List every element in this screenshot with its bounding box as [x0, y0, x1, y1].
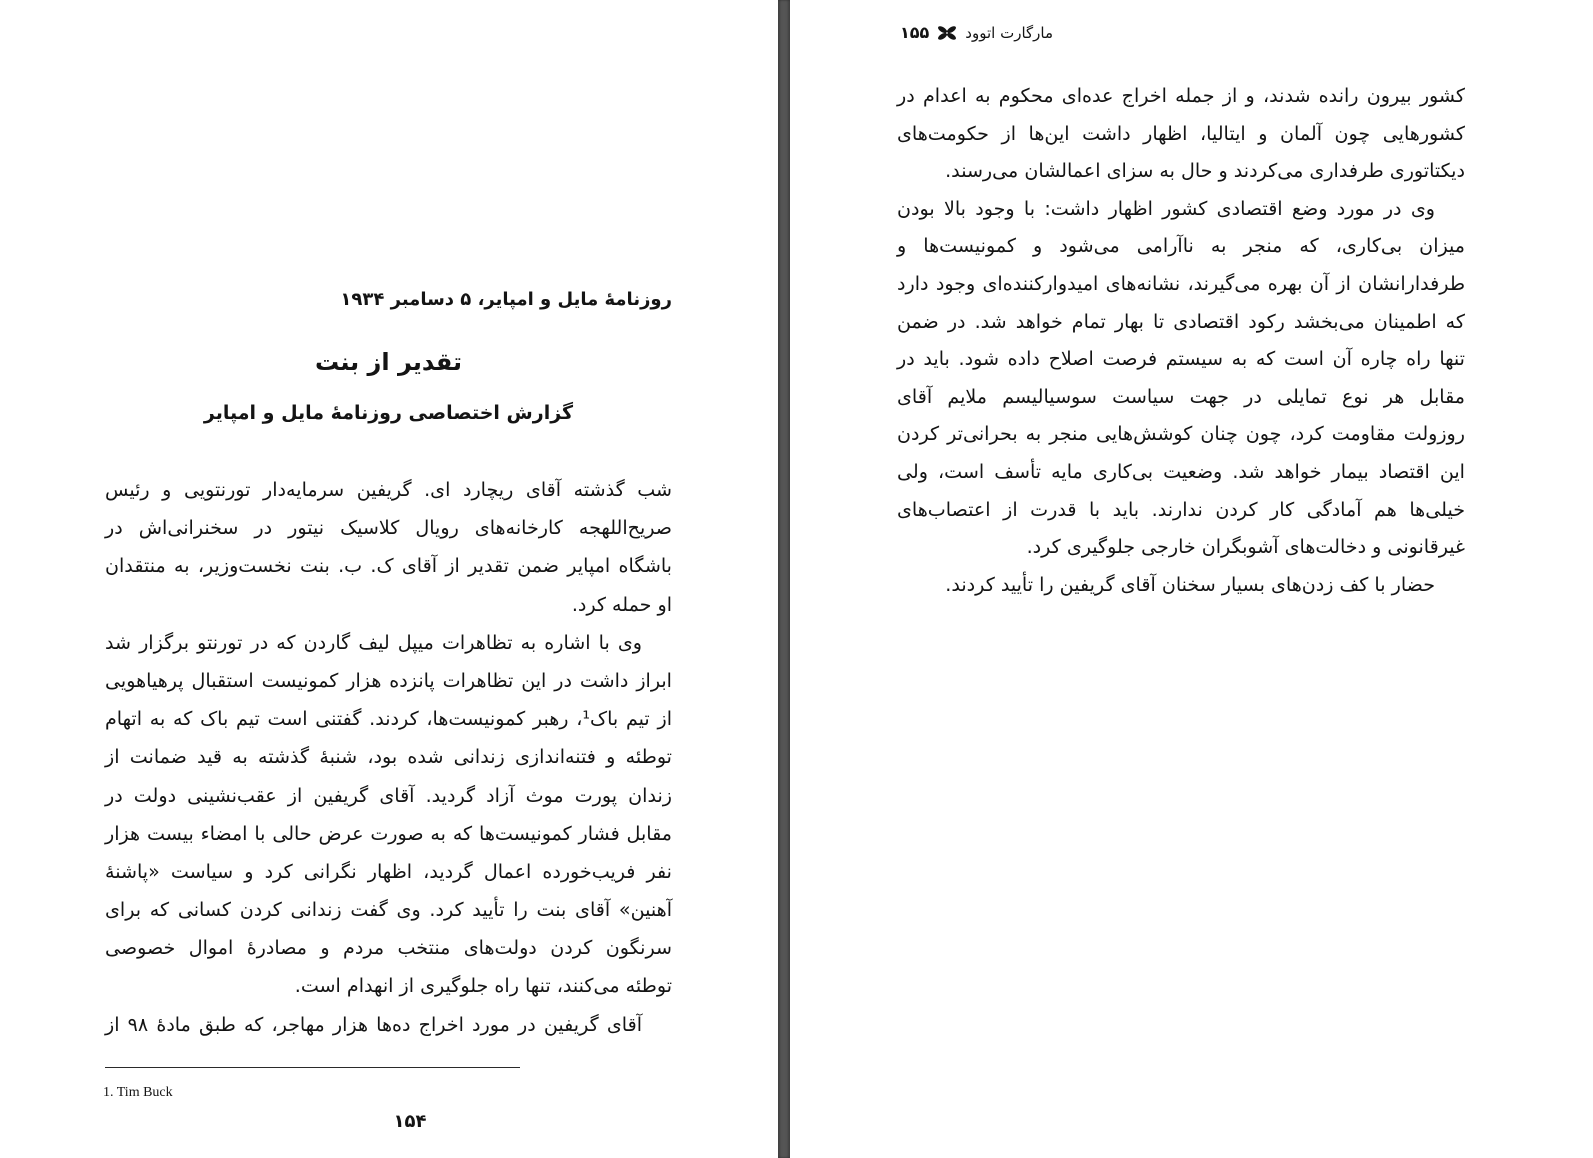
body-line-text: مقابل هر نوع تمایلی در جهت سیاست سوسیالیسم ملایم آقای — [897, 384, 1465, 408]
body-line — [105, 700, 672, 738]
body-line — [897, 453, 1465, 491]
book-spine — [778, 0, 790, 1158]
page-number: ۱۵۴ — [393, 1111, 427, 1132]
article-subtitle: گزارش اختصاصی روزنامهٔ مایل و امپایر — [203, 402, 574, 424]
body-line — [897, 227, 1465, 265]
body-line-text: دیکتاتوری طرفداری می‌کردند و حال به سزای اعمالشان می‌رسند. — [945, 159, 1465, 183]
body-line — [897, 491, 1465, 529]
continued-article-body — [897, 77, 1465, 603]
body-line-text: باشگاه امپایر ضمن تقدیر از آقای ک. ب. بنت نخست‌وزیر، به منتقدان — [105, 554, 672, 578]
body-line — [105, 509, 672, 547]
body-line-text: کشور بیرون رانده شدند، و از جمله اخراج عده‌ای محکوم به اعدام در — [897, 84, 1465, 107]
body-line — [105, 662, 672, 700]
body-line-text: روزولت مقاومت کرد، چون چنان کوشش‌هایی منجر به بحرانی‌تر کردن — [897, 422, 1465, 446]
newspaper-source-line: روزنامهٔ مایل و امپایر، ۵ دسامبر ۱۹۳۴ — [340, 289, 672, 310]
body-line-text: میزان بی‌کاری، که منجر به ناآرامی می‌شود و کمونیست‌ها و — [897, 234, 1465, 258]
body-line — [897, 340, 1465, 378]
body-line-text: نفر فریب‌خورده اعمال گردید، اظهار نگرانی کرد و سیاست «پاشنهٔ — [105, 859, 672, 883]
body-line — [105, 547, 672, 585]
body-line — [105, 586, 672, 624]
body-line-text: صریح‌اللهجه کارخانه‌های رویال کلاسیک نیتور در سخنرانی‌اش در — [105, 516, 672, 540]
body-line — [105, 853, 672, 891]
body-line-text: او حمله کرد. — [571, 592, 672, 616]
body-line-text: غیرقانونی و دخالت‌های آشوبگران خارجی جلوگیری کرد. — [1026, 535, 1465, 559]
body-line — [105, 891, 672, 929]
body-line — [105, 471, 672, 509]
body-line-text: زندان پورت موث آزاد گردید. آقای گریفین از عقب‌نشینی دولت در — [105, 783, 672, 807]
left-page — [0, 0, 778, 1158]
footnote-divider — [105, 1067, 520, 1068]
running-head-author: مارگارت اتوود — [965, 24, 1054, 42]
body-line — [897, 378, 1465, 416]
body-line-text: آقای گریفین در مورد اخراج ده‌ها هزار مهاجر، که طبق مادهٔ ۹۸ از — [105, 1012, 642, 1036]
body-line-text: مقابل فشار کمونیست‌ها که به صورت عرض حالی با امضاء بیست هزار — [105, 821, 672, 845]
body-line — [105, 815, 672, 853]
body-line — [897, 303, 1465, 341]
body-line-text: حضار با کف زدن‌های بسیار سخنان آقای گریفین را تأیید کردند. — [945, 572, 1435, 596]
page-number: ۱۵۵ — [900, 23, 930, 42]
body-line — [897, 77, 1465, 115]
body-line — [897, 566, 1465, 604]
body-line-text: سرنگون کردن دولت‌های منتخب مردم و مصادرهٔ اموال خصوصی — [105, 936, 672, 960]
body-line-text: شب گذشته آقای ریچارد ای. گریفین سرمایه‌دار تورنتویی و رئیس — [105, 478, 672, 501]
body-line-text: آهنین» آقای بنت را تأیید کرد. وی گفت زندانی کردن کسانی که برای — [105, 898, 672, 922]
body-line-text: تنها راه چاره آن است که به سیستم فرصت اصلاح داده شود. باید در — [897, 347, 1465, 371]
body-line — [105, 929, 672, 967]
body-line-text: کشورهایی چون آلمان و ایتالیا، اظهار داشت این‌ها از حکومت‌های — [897, 121, 1465, 145]
body-line-text: وی با اشاره به تظاهرات میپل لیف گاردن که در تورنتو برگزار شد — [105, 630, 642, 654]
body-line — [105, 738, 672, 776]
article-body — [105, 471, 672, 1044]
footnote: 1. Tim Buck — [103, 1085, 173, 1100]
body-line-text: این اقتصاد بیمار خواهد شد. وضعیت بی‌کاری مایه تأسف است، ولی — [897, 459, 1465, 483]
body-line — [897, 190, 1465, 228]
body-line — [897, 415, 1465, 453]
right-page — [790, 0, 1593, 1158]
body-line-text: طرفدارانشان از آن بهره می‌گیرند، نشانه‌های امیدوارکننده‌ای وجود دارد — [897, 271, 1465, 295]
body-line — [105, 777, 672, 815]
body-line — [105, 624, 672, 662]
floral-ornament-icon — [935, 25, 959, 41]
running-head — [900, 20, 1053, 46]
body-line — [105, 967, 672, 1005]
body-line-text: توطئه می‌کنند، تنها راه جلوگیری از انهدام است. — [294, 974, 672, 998]
body-line-text: از تیم باک¹، رهبر کمونیست‌ها، کردند. گفتنی است تیم باک که به اتهام — [105, 707, 672, 731]
body-line-text: که اطمینان می‌بخشد رکود اقتصادی تا بهار تمام خواهد شد. در ضمن — [897, 309, 1465, 333]
body-line-text: توطئه و فتنه‌اندازی زندانی شده بود، شنبهٔ گذشته به قید ضمانت از — [105, 745, 672, 769]
body-line — [105, 1006, 672, 1044]
body-line — [897, 265, 1465, 303]
body-line-text: ابراز داشت در این تظاهرات پانزده هزار کمونیست استقبال پرهیاهویی — [105, 668, 672, 692]
body-line-text: خیلی‌ها هم آمادگی کار کردن ندارند. باید با قدرت از اعتصاب‌های — [897, 497, 1465, 521]
body-line — [897, 528, 1465, 566]
body-line — [897, 115, 1465, 153]
article-title: تقدیر از بنت — [314, 348, 463, 376]
body-line — [897, 152, 1465, 190]
body-line-text: وی در مورد وضع اقتصادی کشور اظهار داشت: با وجود بالا بودن — [897, 196, 1435, 220]
